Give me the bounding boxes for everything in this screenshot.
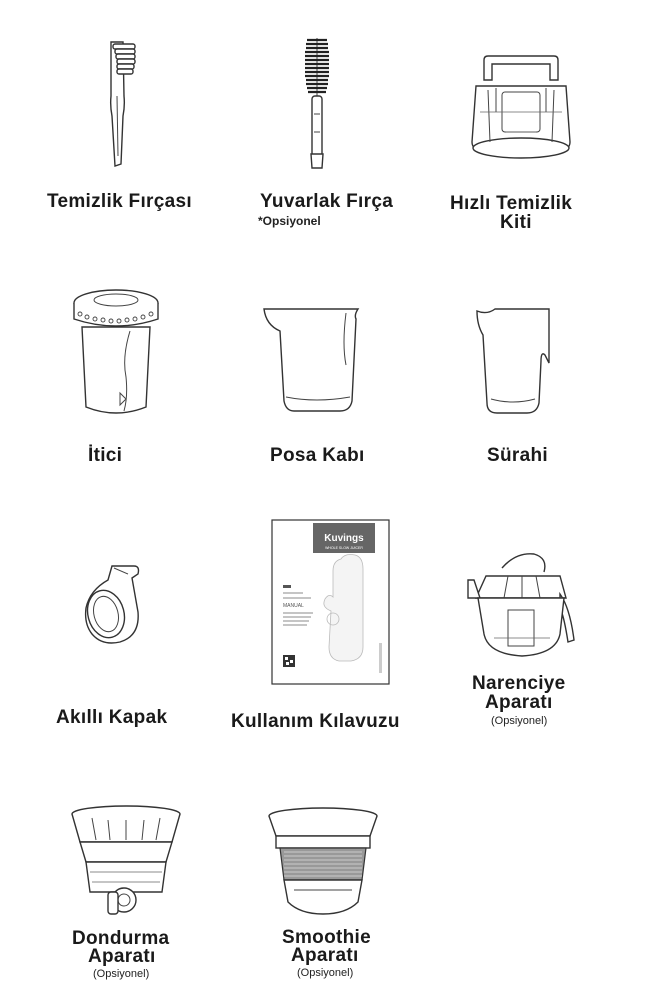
item-note: *Opsiyonel: [258, 214, 321, 228]
item-label: Aparatı: [88, 946, 156, 967]
item-label: Yuvarlak Fırça: [260, 191, 394, 212]
item-label: Aparatı: [485, 692, 553, 713]
item-label: Dondurma: [72, 928, 170, 949]
citrus-attachment-icon: [464, 550, 579, 662]
item-label: Smoothie: [282, 927, 371, 948]
smart-cap-icon: [78, 562, 158, 652]
round-brush-icon: [295, 34, 340, 174]
pusher-icon: [70, 287, 162, 422]
ice-cream-attachment-icon: [70, 804, 182, 922]
smoothie-attachment-icon: [266, 806, 381, 918]
item-label: Aparatı: [291, 945, 359, 966]
cleaning-brush-icon: [95, 36, 145, 171]
item-label: Hızlı Temizlik: [450, 193, 573, 214]
item-note: (Opsiyonel): [491, 715, 548, 727]
item-label: Sürahi: [487, 445, 548, 466]
manual-subtitle: WHOLE SLOW JUICER: [325, 546, 363, 550]
item-label: Kullanım Kılavuzu: [231, 711, 400, 732]
item-label: Temizlik Fırçası: [47, 191, 192, 212]
item-note: (Opsiyonel): [297, 967, 354, 979]
item-note: (Opsiyonel): [93, 968, 150, 980]
manual-brand: Kuvings: [324, 533, 364, 544]
item-label: Narenciye: [472, 673, 566, 694]
manual-heading: MANUAL: [283, 603, 304, 609]
item-label: Akıllı Kapak: [56, 707, 168, 728]
quick-clean-kit-icon: [466, 52, 576, 164]
juice-jug-icon: [473, 305, 558, 417]
pulp-container-icon: [260, 305, 365, 417]
user-manual-icon: [271, 519, 391, 686]
item-label: Posa Kabı: [270, 445, 365, 466]
item-label: Kiti: [500, 212, 532, 233]
item-label: İtici: [88, 445, 123, 466]
